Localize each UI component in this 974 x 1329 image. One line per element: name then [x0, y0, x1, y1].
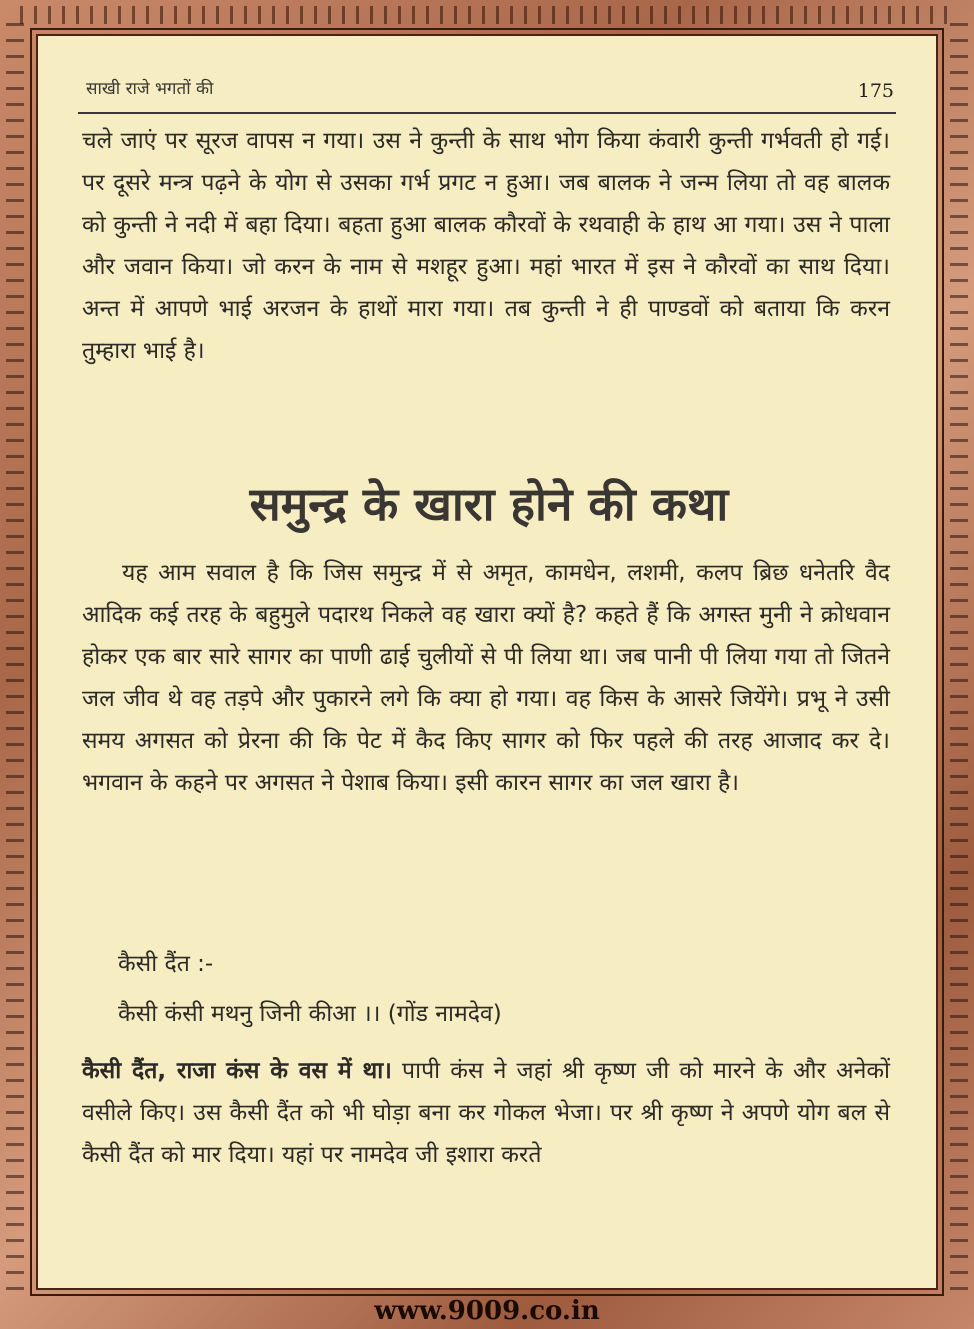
scripture-quote: कैसी कंसी मथनु जिनी कीआ ।। (गोंड नामदेव) — [118, 1001, 502, 1027]
top-ornament-border — [20, 6, 954, 24]
section-heading: समुन्द्र के खारा होने की कथा — [249, 477, 729, 531]
keshi-daint-label: कैसी दैंत :- — [118, 951, 214, 977]
paragraph-keshi-lead: कैसी दैंत, राजा कंस के वस में था। — [82, 1058, 392, 1084]
left-ornament-border — [6, 20, 24, 1290]
right-ornament-border — [950, 20, 968, 1290]
paragraph-karan-story: चले जाएं पर सूरज वापस न गया। उस ने कुन्ती के साथ भोग किया कंवारी कुन्ती गर्भवती हो गई। पर दूसरे मन्त्र पढ़ने के योग से उसका गर्भ प्रगट न हुआ। जब बालक ने जन्म लिया तो वह बालक को कुन्ती ने नदी में बहा दिया। बहता हुआ बालक कौरवों के रथवाही के हाथ आ गया। उस ने पाला और जवान किया। जो करन के नाम से मशहूर हुआ। महां भारत में इस ने कौरवों का साथ दिया। अन्त में आपणे भाई अरजन के हाथों मारा गया। तब कुन्ती ने ही पाण्डवों को बताया कि करन तुम्हारा भाई है। — [82, 128, 890, 364]
website-link[interactable]: www.9009.co.in — [374, 1296, 600, 1326]
page-number: 175 — [857, 80, 894, 102]
running-head: साखी राजे भगतों की — [86, 79, 214, 99]
paragraph-ocean-story: यह आम सवाल है कि जिस समुन्द्र में से अमृत, कामधेन, लशमी, कलप ब्रिछ धनेतरि वैद आदिक कई तरह के बहुमुले पदारथ निकले वह खारा क्यों है? कहते हैं कि अगस्त मुनी ने क्रोधवान होकर एक बार सारे सागर का पाणी ढाई चुलीयों से पी लिया था। जब पानी पी लिया गया तो जितने जल जीव थे वह तड़पे और पुकारने लगे कि क्या हो गया। वह किस के आसरे जियेंगे। प्रभू ने उसी समय अगसत को प्रेरना की कि पेट में कैद किए सागर को फिर पहले की तरह आजाद कर दे। भगवान के कहने पर अगसत ने पेशाब किया। इसी कारन सागर का जल खारा है। — [82, 560, 890, 796]
book-page — [36, 34, 938, 1290]
header-rule — [78, 112, 896, 114]
paragraph-keshi-story — [82, 1050, 890, 1176]
paragraph-keshi-body: पापी कंस ने जहां श्री कृष्ण जी को मारने के और अनेकों वसीले किए। उस कैसी दैंत को भी घोड़ा बना कर गोकल भेजा। पर श्री कृष्ण ने अपणे योग बल से कैसी दैंत को मार दिया। यहां पर नामदेव जी इशारा करते — [82, 1058, 890, 1168]
